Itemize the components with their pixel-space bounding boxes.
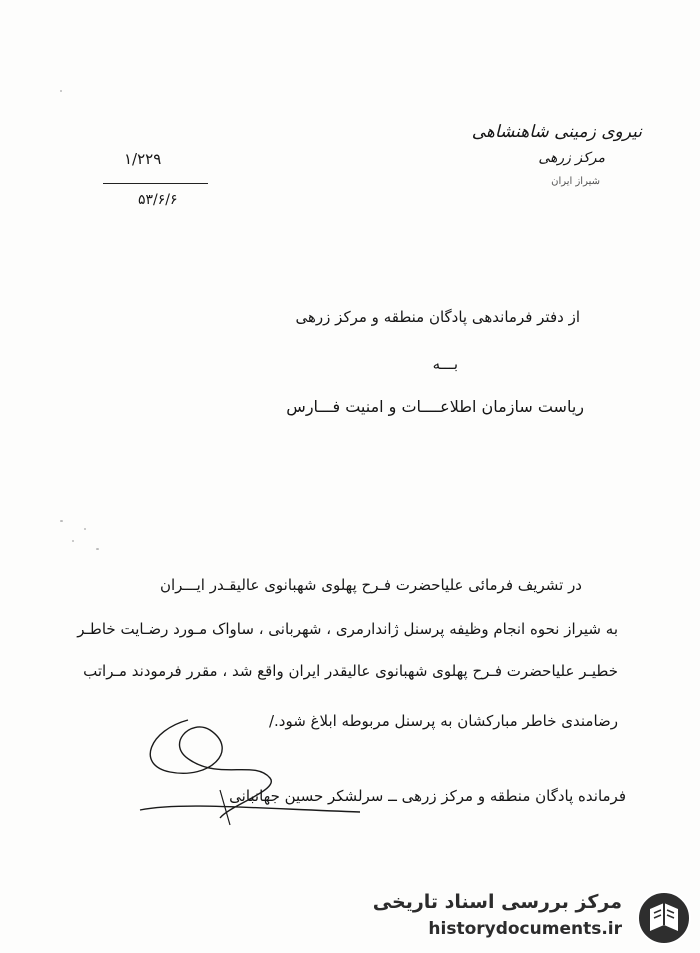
watermark-url[interactable]: historydocuments.ir [428, 919, 622, 939]
scan-speck [72, 540, 74, 542]
reference-date: ۵۳/۶/۶ [138, 192, 178, 208]
body-line: در تشریف فرمائی علیاحضرت فـرح پهلوی شهبانوی عالیقـدر ایـــران [159, 576, 582, 594]
reference-number: ۱/۲۲۹ [124, 150, 162, 168]
scan-speck [96, 548, 99, 550]
body-line: به شیراز نحوه انجام وظیفه پرسنل ژاندارمری ، شهربانی ، ساواک مـورد رضـایت خاطـر [77, 620, 618, 638]
book-logo-icon [634, 889, 694, 947]
sender-line: از دفتر فرماندهی پادگان منطقه و مرکز زرهی [295, 308, 580, 326]
letterhead-title: نیروی زمینی شاهنشاهی [471, 122, 642, 142]
body-line: رضامندی خاطر مبارکشان به پرسنل مربوطه ابلاغ شود./ [268, 712, 618, 730]
signature-line: فرمانده پادگان منطقه و مرکز زرهی ــ سرلشکر حسین جهانبانی [229, 787, 626, 805]
body-line: خطیـر علیاحضرت فـرح پهلوی شهبانوی عالیقدر ایران واقع شد ، مقرر فرمودند مـراتب [83, 662, 618, 680]
handwritten-signature [80, 690, 380, 840]
watermark [294, 889, 694, 947]
letterhead-location: شیراز ایران [551, 176, 600, 187]
to-word: بـــه [432, 355, 458, 373]
scan-speck [60, 90, 62, 92]
watermark-title: مرکز بررسی اسناد تاریخی [372, 891, 622, 913]
reference-divider [103, 183, 208, 184]
recipient-line: ریاست سازمان اطلاعــــات و امنیت فـــارس [286, 397, 584, 416]
scan-speck [60, 520, 63, 522]
letterhead-subtitle: مرکز زرهی [538, 150, 605, 166]
scan-speck [84, 528, 86, 530]
